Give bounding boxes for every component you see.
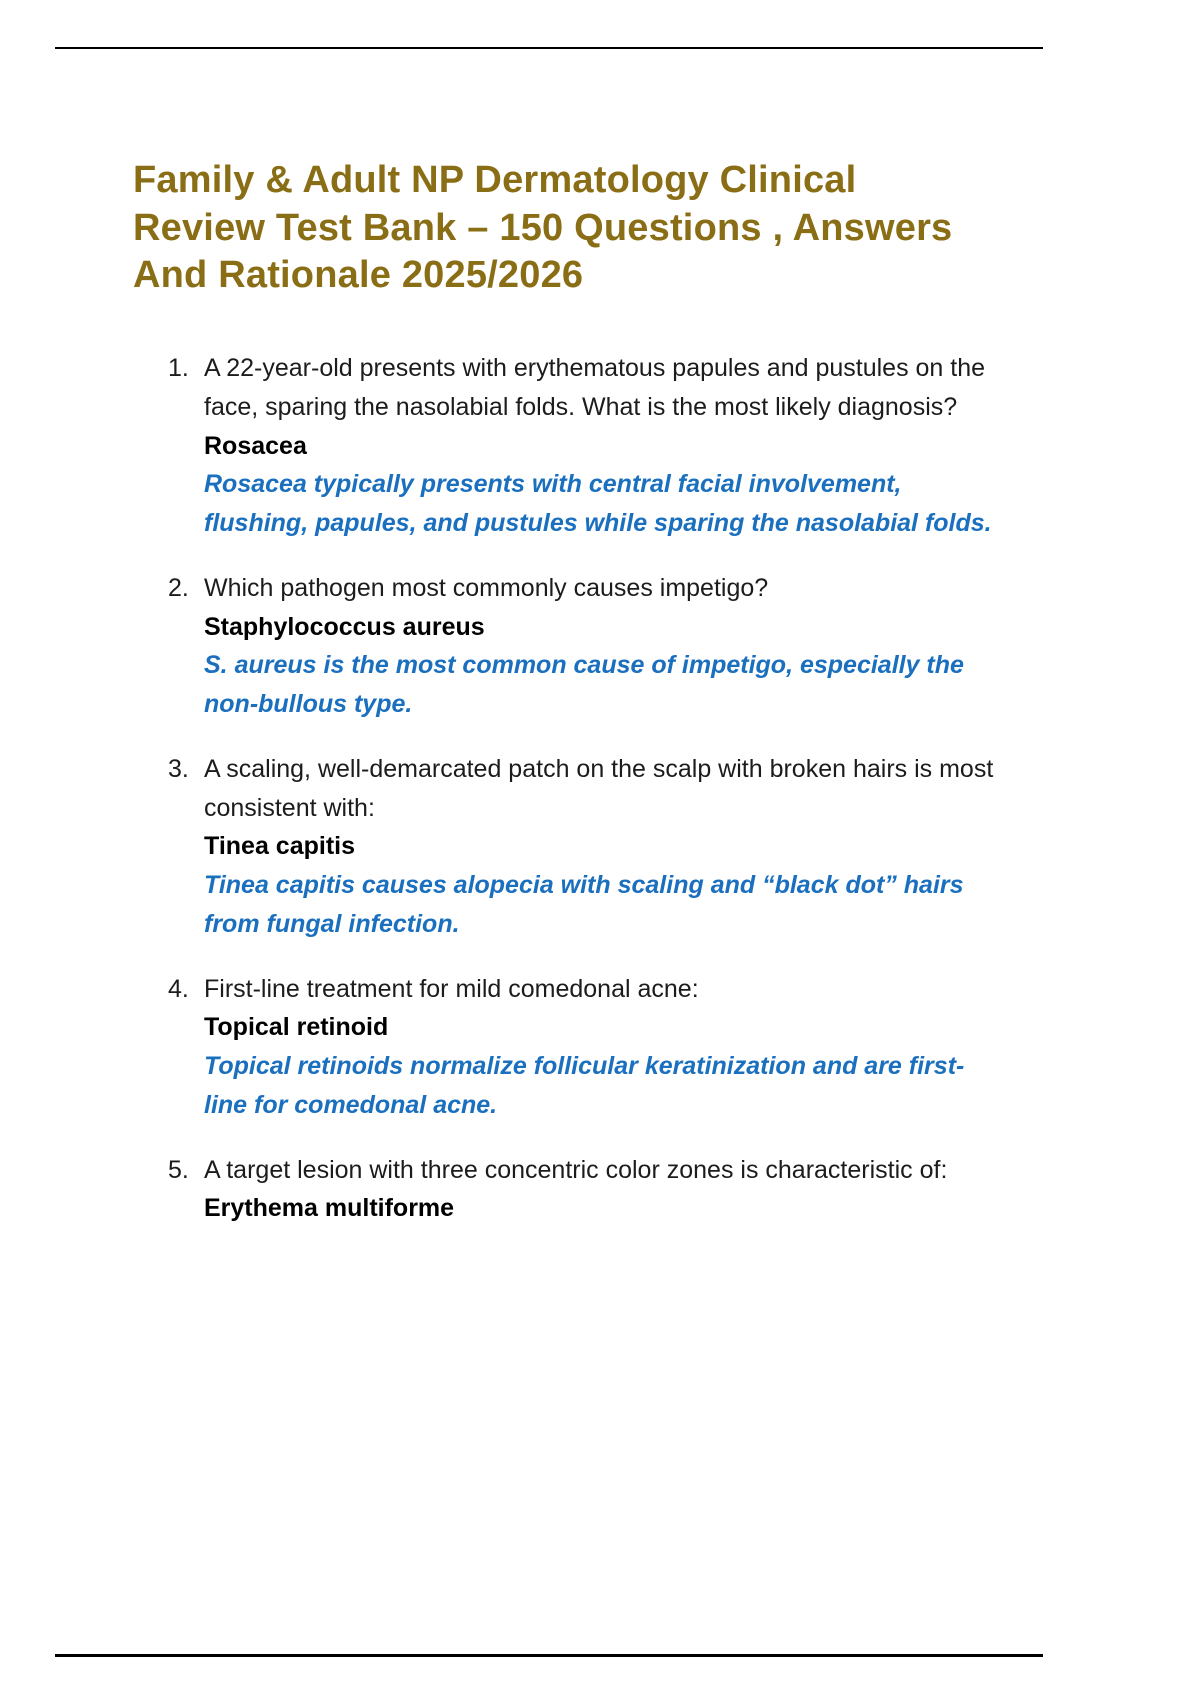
question-body bbox=[204, 1151, 1004, 1229]
question-text: A scaling, well-demarcated patch on the scalp with broken hairs is most consistent with: bbox=[204, 754, 994, 822]
question-item bbox=[168, 569, 1008, 724]
question-number: 5. bbox=[168, 1155, 189, 1184]
page-title: Family & Adult NP Dermatology Clinical Review Test Bank – 150 Questions , Answers And Rationale 2025/2026 bbox=[133, 159, 953, 297]
question-item bbox=[168, 1151, 1008, 1229]
question-number: 1. bbox=[168, 354, 189, 382]
question-item bbox=[168, 750, 1008, 944]
question-body bbox=[204, 349, 1004, 543]
question-item bbox=[168, 970, 1008, 1125]
question-text: A target lesion with three concentric color zones is characteristic of: bbox=[204, 1155, 948, 1184]
rationale-text: Rosacea typically presents with central facial involvement, flushing, papules, and pustules while sparing the nasolabial folds. bbox=[204, 470, 992, 537]
answer-text: Staphylococcus aureus bbox=[204, 612, 485, 641]
rationale-text: Tinea capitis causes alopecia with scaling and “black dot” hairs from fungal infection. bbox=[204, 871, 964, 938]
question-number: 4. bbox=[168, 974, 189, 1003]
question-body bbox=[204, 569, 1004, 724]
answer-text: Erythema multiforme bbox=[204, 1194, 455, 1223]
page-top-rule bbox=[55, 47, 1043, 49]
rationale-text: S. aureus is the most common cause of impetigo, especially the non-bullous type. bbox=[204, 651, 964, 718]
answer-text: Rosacea bbox=[204, 431, 307, 460]
question-item bbox=[168, 349, 1008, 543]
question-number: 2. bbox=[168, 573, 189, 602]
question-body bbox=[204, 970, 1004, 1125]
question-body bbox=[204, 750, 1004, 944]
page-bottom-rule bbox=[55, 1654, 1043, 1657]
rationale-text: Topical retinoids normalize follicular keratinization and are first-line for comedonal acne. bbox=[204, 1052, 965, 1119]
question-text: Which pathogen most commonly causes impetigo? bbox=[204, 573, 769, 602]
question-text: A 22-year-old presents with erythematous papules and pustules on the face, sparing the nasolabial folds. What is the most likely diagnosis? bbox=[204, 354, 986, 421]
question-text: First-line treatment for mild comedonal acne: bbox=[204, 974, 699, 1003]
answer-text: Tinea capitis bbox=[204, 832, 355, 861]
question-number: 3. bbox=[168, 754, 189, 783]
question-list bbox=[168, 349, 1008, 1254]
answer-text: Topical retinoid bbox=[204, 1013, 389, 1042]
